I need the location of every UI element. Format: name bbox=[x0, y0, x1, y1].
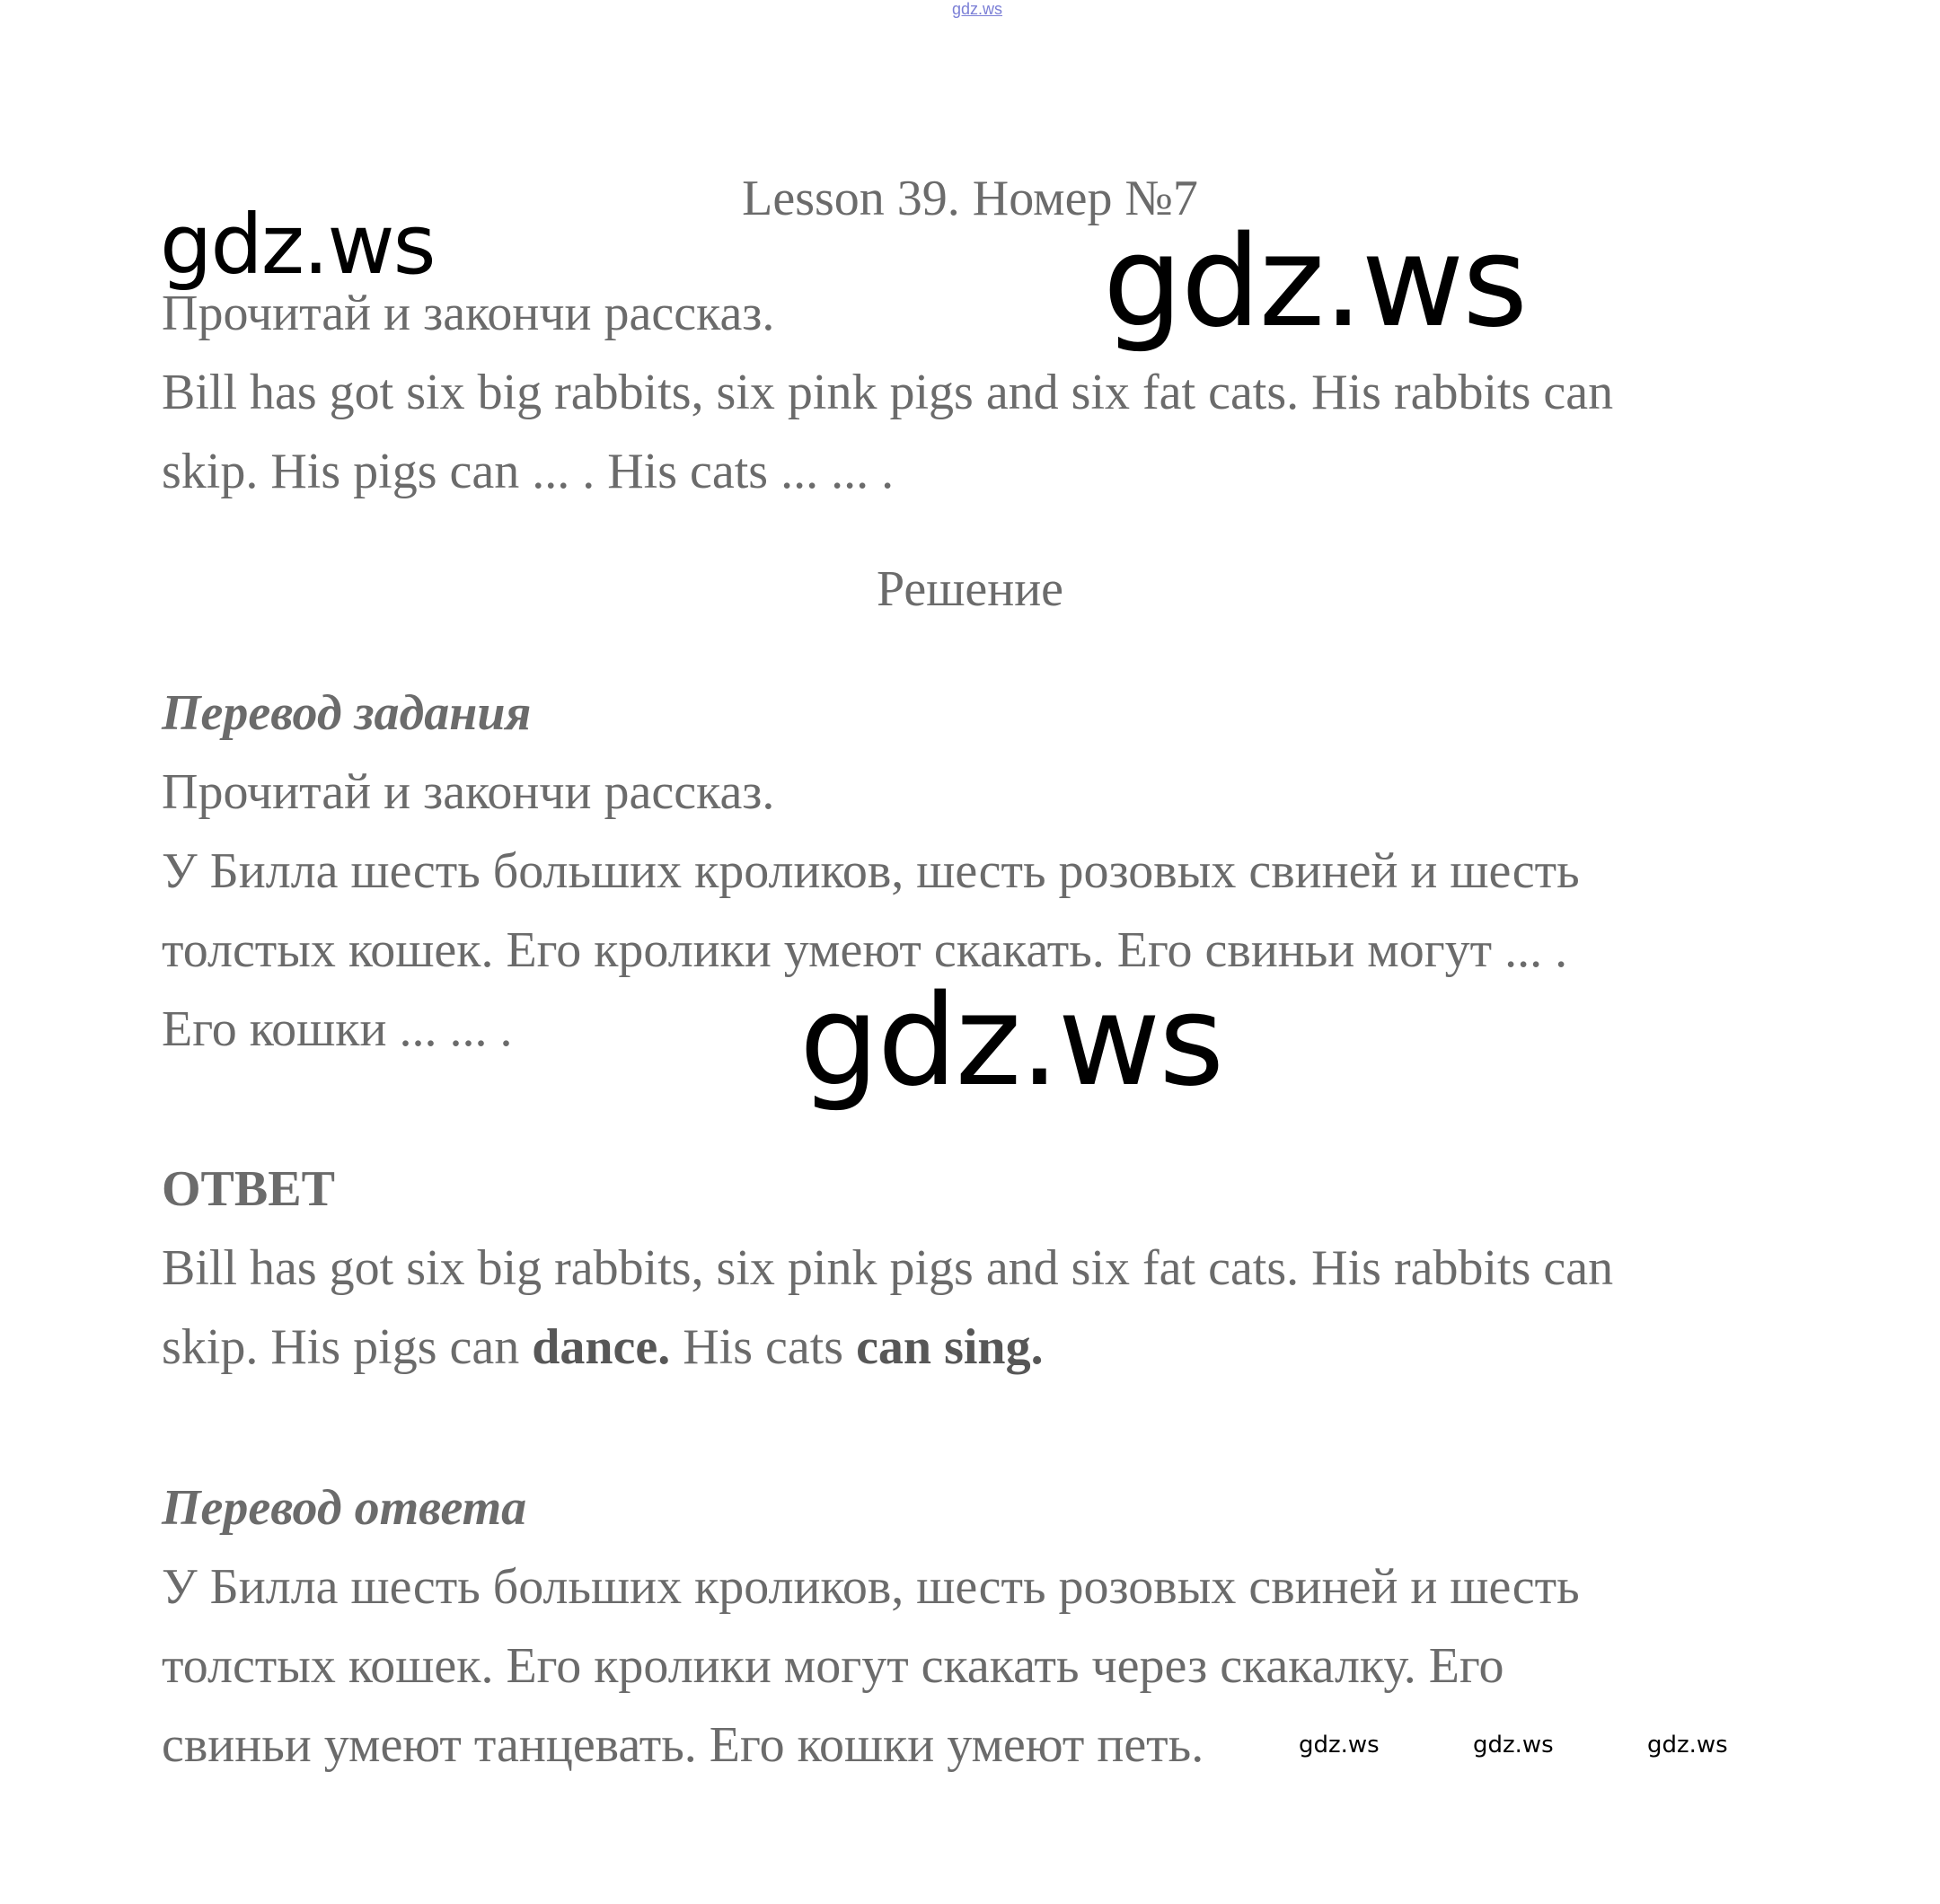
answer-bold-dance: dance. bbox=[532, 1319, 671, 1375]
translation-answer-line-1: У Билла шесть больших кроликов, шесть розовых свиней и шесть bbox=[162, 1559, 1580, 1615]
translation-task-line-1: У Билла шесть больших кроликов, шесть розовых свиней и шесть bbox=[162, 843, 1580, 899]
answer-line-1: Bill has got six big rabbits, six pink pigs and six fat cats. His rabbits can bbox=[162, 1240, 1614, 1296]
answer-bold-can-sing: can sing. bbox=[856, 1319, 1044, 1375]
answer-line-2 bbox=[162, 1308, 1760, 1387]
translation-task-line-3: Его кошки ... ... . bbox=[162, 1001, 513, 1057]
translation-task-instruction: Прочитай и закончи рассказ. bbox=[162, 764, 775, 820]
solution-heading: Решение bbox=[876, 561, 1064, 617]
watermark-tiny-1: gdz.ws bbox=[1299, 1732, 1380, 1759]
translation-task-heading: Перевод задания bbox=[162, 685, 532, 741]
answer-line-2-part-1: skip. His pigs can bbox=[162, 1319, 533, 1375]
answer-line-2-part-2: His cats bbox=[670, 1319, 857, 1375]
answer-block bbox=[162, 1150, 1760, 1387]
watermark-small-top-left: gdz.ws bbox=[160, 197, 435, 293]
task-instruction: Прочитай и закончи рассказ. bbox=[162, 286, 775, 341]
task-text-line-2: skip. His pigs can ... . His cats ... ... . bbox=[162, 444, 895, 499]
watermark-large-middle: gdz.ws bbox=[799, 968, 1223, 1115]
page-title: Lesson 39. Номер №7 bbox=[742, 171, 1198, 226]
translation-answer-line-3: свиньи умеют танцевать. Его кошки умеют петь. bbox=[162, 1717, 1204, 1773]
watermark-large-top: gdz.ws bbox=[1103, 209, 1527, 356]
watermark-tiny-2: gdz.ws bbox=[1473, 1732, 1554, 1759]
translation-answer-line-2: толстых кошек. Его кролики могут скакать через скакалку. Его bbox=[162, 1638, 1504, 1694]
translation-task-line-2: толстых кошек. Его кролики умеют скакать. Его свиньи могут ... . bbox=[162, 922, 1568, 978]
answer-heading: ОТВЕТ bbox=[162, 1161, 335, 1217]
top-watermark-link[interactable]: gdz.ws bbox=[952, 0, 1003, 18]
watermark-tiny-3: gdz.ws bbox=[1647, 1732, 1728, 1759]
task-text-line-1: Bill has got six big rabbits, six pink pigs and six fat cats. His rabbits can bbox=[162, 365, 1614, 420]
translation-answer-heading: Перевод ответа bbox=[162, 1480, 527, 1536]
